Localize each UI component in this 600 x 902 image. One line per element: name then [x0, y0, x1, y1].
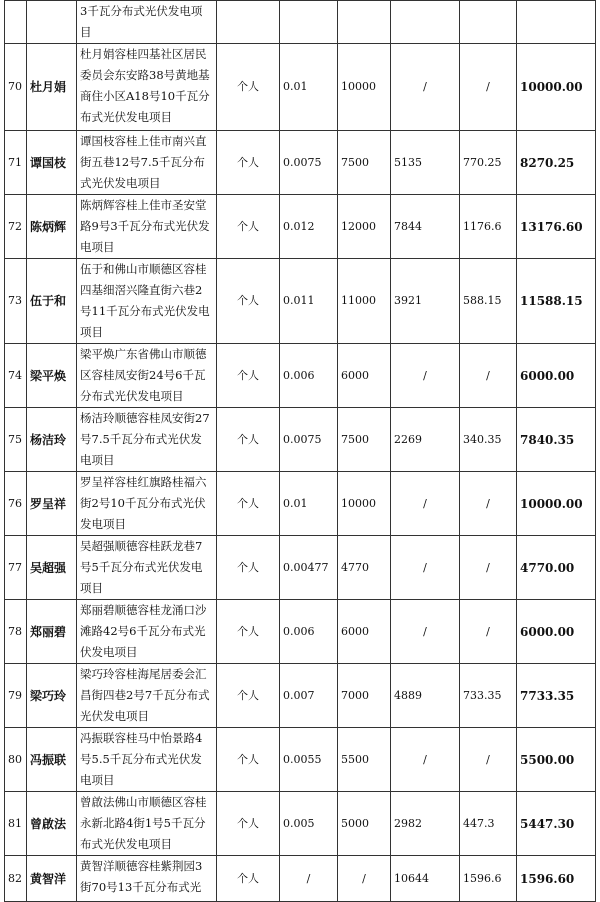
power-generation: /: [391, 344, 460, 408]
applicant-type: 个人: [217, 664, 280, 728]
row-number: 76: [5, 472, 27, 536]
total-amount: 5447.30: [517, 792, 596, 856]
project-description: 曾啟法佛山市顺德区容桂永新北路4街1号5千瓦分布式光伏发电项目: [77, 792, 217, 856]
row-number: 74: [5, 344, 27, 408]
applicant-name: 罗呈祥: [27, 472, 77, 536]
capacity: 0.0075: [280, 131, 338, 195]
project-description: 黄智洋顺德容桂紫荆园3街70号13千瓦分布式光: [77, 856, 217, 902]
generation-subsidy: /: [460, 44, 517, 131]
generation-subsidy: /: [460, 728, 517, 792]
total-amount: 10000.00: [517, 44, 596, 131]
project-description: 罗呈祥容桂红旗路桂福六街2号10千瓦分布式光伏发电项目: [77, 472, 217, 536]
capacity: 0.006: [280, 600, 338, 664]
generation-subsidy: 733.35: [460, 664, 517, 728]
applicant-type: 个人: [217, 792, 280, 856]
generation-subsidy: 447.3: [460, 792, 517, 856]
generation-subsidy: 1176.6: [460, 195, 517, 259]
row-number: 75: [5, 408, 27, 472]
power-generation: 2982: [391, 792, 460, 856]
generation-subsidy: /: [460, 600, 517, 664]
capacity: 0.007: [280, 664, 338, 728]
total-amount: 6000.00: [517, 600, 596, 664]
applicant-name: 黄智洋: [27, 856, 77, 902]
subsidy-amount: 5500: [338, 728, 391, 792]
power-generation: /: [391, 472, 460, 536]
generation-subsidy: /: [460, 344, 517, 408]
row-number: 70: [5, 44, 27, 131]
total-amount: 7840.35: [517, 408, 596, 472]
table-row: [5, 600, 596, 664]
total-amount: 7733.35: [517, 664, 596, 728]
applicant-name: 郑丽碧: [27, 600, 77, 664]
applicant-type: 个人: [217, 44, 280, 131]
applicant-name: 陈炳辉: [27, 195, 77, 259]
row-number: 73: [5, 259, 27, 344]
applicant-name: 杨洁玲: [27, 408, 77, 472]
applicant-name: [27, 1, 77, 44]
power-generation: [391, 1, 460, 44]
subsidy-table: [4, 0, 596, 902]
capacity: 0.00477: [280, 536, 338, 600]
subsidy-amount: 12000: [338, 195, 391, 259]
subsidy-amount: 11000: [338, 259, 391, 344]
generation-subsidy: 588.15: [460, 259, 517, 344]
applicant-name: 冯振联: [27, 728, 77, 792]
subsidy-amount: 5000: [338, 792, 391, 856]
subsidy-amount: 7500: [338, 131, 391, 195]
project-description: 谭国枝容桂上佳市南兴直街五巷12号7.5千瓦分布式光伏发电项目: [77, 131, 217, 195]
power-generation: 5135: [391, 131, 460, 195]
applicant-type: 个人: [217, 728, 280, 792]
applicant-type: 个人: [217, 600, 280, 664]
subsidy-amount: 10000: [338, 44, 391, 131]
capacity: 0.005: [280, 792, 338, 856]
project-description: 杨洁玲顺德容桂凤安街27号7.5千瓦分布式光伏发电项目: [77, 408, 217, 472]
table-row: [5, 536, 596, 600]
power-generation: 10644: [391, 856, 460, 902]
power-generation: 3921: [391, 259, 460, 344]
project-description: 梁平焕广东省佛山市顺德区容桂凤安街24号6千瓦分布式光伏发电项目: [77, 344, 217, 408]
row-number: 82: [5, 856, 27, 902]
project-description: 伍于和佛山市顺德区容桂四基细滘兴隆直街六巷2号11千瓦分布式光伏发电项目: [77, 259, 217, 344]
capacity: /: [280, 856, 338, 902]
row-number: 81: [5, 792, 27, 856]
generation-subsidy: [460, 1, 517, 44]
row-number: 79: [5, 664, 27, 728]
power-generation: 4889: [391, 664, 460, 728]
row-number: [5, 1, 27, 44]
power-generation: 2269: [391, 408, 460, 472]
table-row: [5, 792, 596, 856]
subsidy-amount: 10000: [338, 472, 391, 536]
project-description: 3千瓦分布式光伏发电项目: [77, 1, 217, 44]
subsidy-amount: [338, 1, 391, 44]
applicant-name: 伍于和: [27, 259, 77, 344]
applicant-type: [217, 1, 280, 44]
table-row-continued: [5, 1, 596, 44]
applicant-type: 个人: [217, 195, 280, 259]
project-description: 吴超强顺德容桂跃龙巷7号5千瓦分布式光伏发电项目: [77, 536, 217, 600]
generation-subsidy: 340.35: [460, 408, 517, 472]
applicant-type: 个人: [217, 536, 280, 600]
total-amount: 8270.25: [517, 131, 596, 195]
applicant-type: 个人: [217, 259, 280, 344]
table-row: [5, 472, 596, 536]
table-row: [5, 44, 596, 131]
capacity: 0.01: [280, 44, 338, 131]
applicant-name: 曾啟法: [27, 792, 77, 856]
project-description: 郑丽碧顺德容桂龙涌口沙滩路42号6千瓦分布式光伏发电项目: [77, 600, 217, 664]
capacity: 0.011: [280, 259, 338, 344]
table-row: [5, 195, 596, 259]
subsidy-amount: 7500: [338, 408, 391, 472]
total-amount: 6000.00: [517, 344, 596, 408]
total-amount: 11588.15: [517, 259, 596, 344]
subsidy-amount: /: [338, 856, 391, 902]
generation-subsidy: 770.25: [460, 131, 517, 195]
project-description: 冯振联容桂马中怡景路4号5.5千瓦分布式光伏发电项目: [77, 728, 217, 792]
total-amount: 4770.00: [517, 536, 596, 600]
total-amount: 10000.00: [517, 472, 596, 536]
applicant-name: 吴超强: [27, 536, 77, 600]
table-row: [5, 664, 596, 728]
table-row: [5, 344, 596, 408]
row-number: 77: [5, 536, 27, 600]
row-number: 71: [5, 131, 27, 195]
power-generation: 7844: [391, 195, 460, 259]
project-description: 陈炳辉容桂上佳市圣安堂路9号3千瓦分布式光伏发电项目: [77, 195, 217, 259]
subsidy-amount: 4770: [338, 536, 391, 600]
table-row: [5, 856, 596, 902]
capacity: 0.01: [280, 472, 338, 536]
project-description: 杜月娟容桂四基社区居民委员会东安路38号黄地基商住小区A18号10千瓦分布式光伏发电项目: [77, 44, 217, 131]
total-amount: [517, 1, 596, 44]
subsidy-amount: 6000: [338, 344, 391, 408]
applicant-type: 个人: [217, 472, 280, 536]
applicant-name: 梁平焕: [27, 344, 77, 408]
table-row: [5, 131, 596, 195]
generation-subsidy: /: [460, 472, 517, 536]
total-amount: 13176.60: [517, 195, 596, 259]
applicant-type: 个人: [217, 344, 280, 408]
applicant-type: 个人: [217, 856, 280, 902]
generation-subsidy: /: [460, 536, 517, 600]
power-generation: /: [391, 44, 460, 131]
applicant-type: 个人: [217, 408, 280, 472]
row-number: 80: [5, 728, 27, 792]
applicant-name: 杜月娟: [27, 44, 77, 131]
total-amount: 1596.60: [517, 856, 596, 902]
power-generation: /: [391, 728, 460, 792]
generation-subsidy: 1596.6: [460, 856, 517, 902]
capacity: 0.006: [280, 344, 338, 408]
project-description: 梁巧玲容桂海尾居委会汇昌街四巷2号7千瓦分布式光伏发电项目: [77, 664, 217, 728]
table-row: [5, 728, 596, 792]
capacity: 0.0075: [280, 408, 338, 472]
applicant-type: 个人: [217, 131, 280, 195]
power-generation: /: [391, 536, 460, 600]
row-number: 72: [5, 195, 27, 259]
subsidy-amount: 7000: [338, 664, 391, 728]
applicant-name: 谭国枝: [27, 131, 77, 195]
total-amount: 5500.00: [517, 728, 596, 792]
capacity: 0.0055: [280, 728, 338, 792]
table-row: [5, 408, 596, 472]
subsidy-amount: 6000: [338, 600, 391, 664]
row-number: 78: [5, 600, 27, 664]
capacity: [280, 1, 338, 44]
capacity: 0.012: [280, 195, 338, 259]
power-generation: /: [391, 600, 460, 664]
table-row: [5, 259, 596, 344]
applicant-name: 梁巧玲: [27, 664, 77, 728]
